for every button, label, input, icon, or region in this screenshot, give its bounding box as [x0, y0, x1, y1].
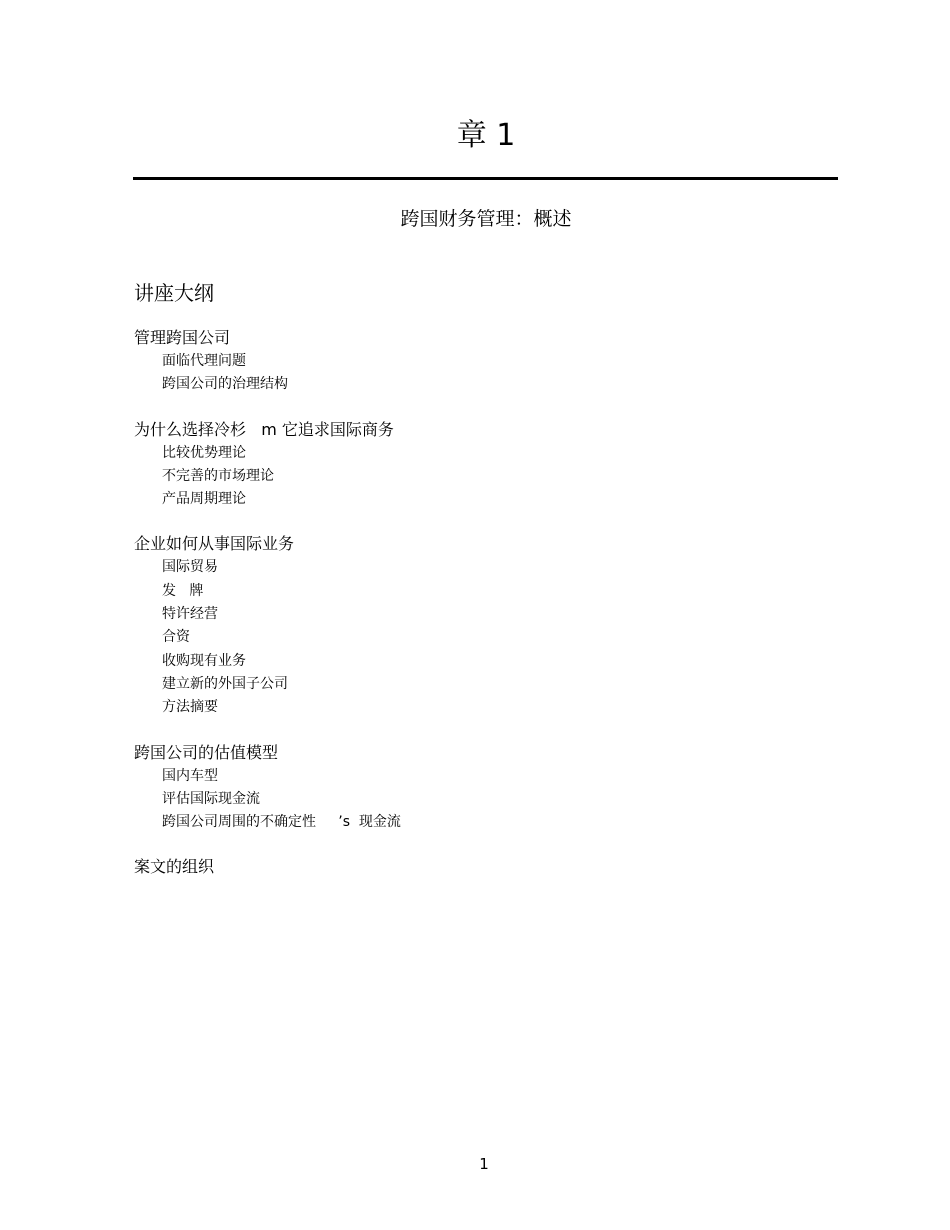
outline-item: 国际贸易 — [162, 559, 218, 576]
section-items — [134, 442, 834, 512]
section-title: 为什么选择冷杉 m 它追求国际商务 — [134, 419, 394, 439]
section-title: 跨国公司的估值模型 — [134, 742, 279, 762]
horizontal-rule — [133, 177, 838, 180]
outline-section-why-international — [134, 418, 834, 512]
outline-item: 跨国公司周围的不确定性 ’s 现金流 — [162, 814, 401, 831]
outline-item: 建立新的外国子公司 — [162, 675, 288, 692]
outline-item: 国内车型 — [162, 767, 218, 784]
outline-item: 合资 — [162, 629, 190, 646]
chapter-title: 章 1 — [456, 118, 516, 153]
outline-section-managing-mnc — [134, 326, 834, 397]
lecture-outline — [134, 326, 834, 900]
outline-item: 面临代理问题 — [162, 353, 246, 369]
outline-section-valuation-model — [134, 741, 834, 835]
outline-item: 评估国际现金流 — [162, 790, 260, 807]
outline-item: 特许经营 — [162, 606, 218, 623]
section-title: 管理跨国公司 — [134, 328, 231, 347]
section-items — [134, 765, 834, 835]
page-number: 1 — [479, 1155, 489, 1173]
outline-item: 方法摘要 — [162, 699, 218, 716]
outline-section-text-organization — [134, 855, 834, 879]
section-items — [134, 350, 834, 397]
outline-item: 比较优势理论 — [162, 444, 246, 461]
outline-item: 跨国公司的治理结构 — [162, 376, 288, 393]
chapter-subtitle: 跨国财务管理：概述 — [400, 208, 572, 230]
section-title: 企业如何从事国际业务 — [134, 534, 295, 554]
outline-section-how-firms-conduct-business — [134, 532, 834, 719]
outline-item: 产品周期理论 — [162, 491, 246, 508]
lecture-outline-heading: 讲座大纲 — [134, 281, 214, 305]
section-title: 案文的组织 — [134, 857, 215, 877]
outline-item: 发 牌 — [162, 582, 204, 599]
outline-item: 不完善的市场理论 — [162, 467, 274, 484]
outline-item: 收购现有业务 — [162, 652, 246, 669]
section-items — [134, 556, 834, 719]
